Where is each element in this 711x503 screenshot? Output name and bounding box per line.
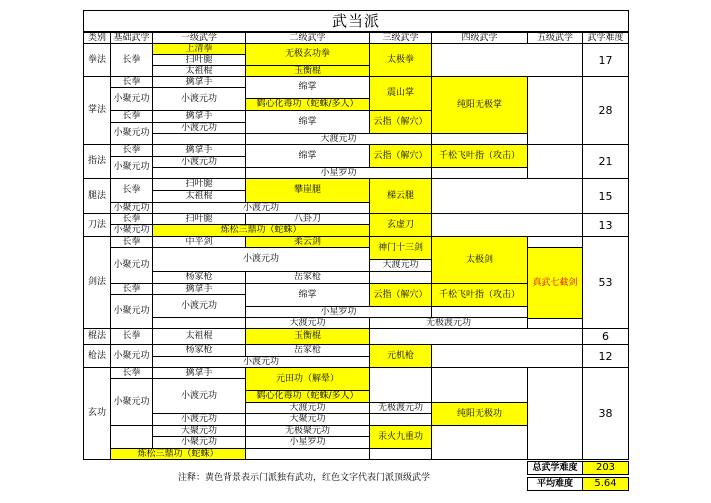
header-level1: 一级武学 <box>152 32 246 44</box>
basic-skill-cell: 长拳 <box>110 144 153 157</box>
skill-cell: 纯阳无极功 <box>431 402 528 426</box>
category-cell: 棍法 <box>83 328 111 345</box>
category-cell: 刀法 <box>83 213 111 237</box>
skill-cell: 擒拿手 <box>152 283 246 295</box>
skill-cell: 大渡元功 <box>369 259 432 272</box>
header-difficulty: 武学难度 <box>582 32 629 44</box>
header-level2: 二级武学 <box>245 32 370 44</box>
sheet-title: 武当派 <box>83 10 629 32</box>
basic-skill-cell: 大聚元功 <box>152 425 246 437</box>
skill-cell: 汞火九重功 <box>369 425 432 449</box>
skill-cell: 鹤心化毒功（蛇蛛/多人） <box>245 98 370 111</box>
skill-cell: 小星罗功 <box>245 167 432 179</box>
skill-cell: 玉衡棍 <box>245 328 370 345</box>
skill-cell: 小星罗功 <box>245 436 370 449</box>
skill-cell: 无极玄功拳 <box>245 43 370 66</box>
basic-skill-cell: 小聚元功 <box>110 87 153 111</box>
empty-cell <box>527 367 583 460</box>
basic-skill-cell: 小聚元功 <box>152 436 246 449</box>
skill-cell: 云指（解穴） <box>369 110 432 134</box>
category-cell: 剑法 <box>83 236 111 329</box>
basic-skill-cell: 小聚元功 <box>110 156 153 179</box>
skill-cell: 玉衡棍 <box>245 65 370 77</box>
basic-skill-cell: 小聚元功 <box>110 344 153 368</box>
skill-cell: 太祖棍 <box>152 190 246 203</box>
skill-cell: 元田功（解晕） <box>245 367 370 391</box>
difficulty-cell: 6 <box>582 328 629 345</box>
category-cell: 腿法 <box>83 178 111 214</box>
skill-cell: 千松飞叶指（攻击） <box>431 144 528 168</box>
header-level4: 四级武学 <box>431 32 528 44</box>
difficulty-cell: 21 <box>582 144 629 179</box>
skill-cell: 小渡元功 <box>152 202 370 214</box>
basic-skill-cell: 小聚元功 <box>110 294 153 329</box>
skill-cell: 无极聚元功 <box>245 425 370 437</box>
skill-cell: 大渡元功 <box>245 133 432 145</box>
skill-cell: 擒拿手 <box>152 367 246 379</box>
skill-cell: 无极渡元功 <box>369 402 432 414</box>
skill-cell: 扫叶腿 <box>152 54 246 66</box>
difficulty-cell: 28 <box>582 76 629 145</box>
skill-cell: 小渡元功 <box>152 378 246 414</box>
basic-skill-cell: 长拳 <box>110 367 153 379</box>
skill-cell: 小渡元功 <box>152 87 246 111</box>
empty-cell <box>245 448 370 460</box>
basic-skill-cell: 小聚元功 <box>110 247 153 284</box>
basic-skill-cell: 长拳 <box>110 213 153 225</box>
skill-cell: 梯云腿 <box>369 178 432 214</box>
skill-cell: 无极渡元功 <box>369 317 528 329</box>
skill-cell: 大渡元功 <box>245 317 370 329</box>
skill-cell: 大聚元功 <box>245 413 370 426</box>
basic-skill-cell: 小聚元功 <box>110 122 153 145</box>
category-cell: 掌法 <box>83 76 111 145</box>
skill-cell: 小渡元功 <box>152 294 246 318</box>
skill-cell: 扫叶腿 <box>152 213 246 225</box>
basic-skill-cell: 长拳 <box>110 43 153 77</box>
skill-cell: 玄虚刀 <box>369 213 432 237</box>
skill-cell: 绵掌 <box>245 283 370 307</box>
skill-cell: 岳家枪 <box>245 344 370 357</box>
footnote: 注释：黄色背景表示门派独有武功，红色文字代表门派顶级武学 <box>178 473 431 483</box>
difficulty-cell: 38 <box>582 367 629 460</box>
skill-cell: 鹤心化毒功（蛇蛛/多人） <box>245 390 370 403</box>
skill-cell: 小渡元功 <box>152 156 246 168</box>
skill-cell: 神门十三剑 <box>369 236 432 260</box>
skill-cell: 大渡元功 <box>245 402 370 414</box>
basic-skill-cell: 长拳 <box>110 236 153 248</box>
empty-cell <box>110 425 153 449</box>
basic-skill-cell: 长拳 <box>110 178 153 203</box>
skill-cell: 太祖棍 <box>152 328 246 345</box>
empty-cell <box>431 43 583 77</box>
header-basic: 基础武学 <box>110 32 153 44</box>
skill-cell: 小星罗功 <box>245 306 432 318</box>
skill-cell: 八卦刀 <box>245 213 370 225</box>
empty-cell <box>527 144 583 179</box>
empty-cell <box>431 213 583 237</box>
skill-cell: 擒拿手 <box>152 110 246 123</box>
skill-cell: 千松飞叶指（攻击） <box>431 283 528 307</box>
difficulty-cell: 12 <box>582 344 629 368</box>
basic-skill-cell: 长拳 <box>110 110 153 123</box>
empty-cell <box>369 448 432 460</box>
skill-cell: 攀崖腿 <box>245 178 370 203</box>
skill-cell: 小渡元功 <box>152 413 246 426</box>
skill-cell: 柔云剑 <box>245 236 370 248</box>
empty-cell <box>369 367 432 403</box>
category-cell: 拳法 <box>83 43 111 77</box>
skill-cell: 炼松三鼎功（蛇蛛） <box>152 224 370 237</box>
empty-cell <box>369 328 583 345</box>
skill-cell: 绵掌 <box>245 110 370 134</box>
difficulty-cell: 53 <box>582 236 629 329</box>
skill-cell: 震山掌 <box>369 76 432 111</box>
skill-cell: 太祖棍 <box>152 65 246 77</box>
category-cell: 玄功 <box>83 367 111 460</box>
skill-cell: 绵掌 <box>245 144 370 168</box>
basic-skill-cell: 长拳 <box>110 328 153 345</box>
skill-cell: 太极拳 <box>369 43 432 77</box>
skill-cell: 云指（解穴） <box>369 144 432 168</box>
skill-cell: 擒拿手 <box>152 76 246 88</box>
skill-cell: 炼松三鼎功（蛇蛛） <box>110 448 246 460</box>
skill-cell: 中平剑 <box>152 236 246 248</box>
skill-cell: 小渡元功 <box>152 356 370 368</box>
skill-cell: 杨家枪 <box>152 344 246 357</box>
basic-skill-cell: 小聚元功 <box>110 224 153 237</box>
basic-skill-cell: 小聚元功 <box>110 202 153 214</box>
header-level3: 三级武学 <box>369 32 432 44</box>
skill-cell: 擒拿手 <box>152 144 246 157</box>
skill-cell: 小渡元功 <box>152 122 246 134</box>
skill-cell: 岳家枪 <box>245 271 370 284</box>
header-category: 类别 <box>83 32 111 44</box>
skill-cell: 云指（解穴） <box>369 283 432 307</box>
skill-cell: 绵掌 <box>245 76 370 99</box>
skill-cell: 太极剑 <box>431 236 528 284</box>
basic-skill-cell: 长拳 <box>110 283 153 295</box>
skill-cell: 杨家枪 <box>152 271 246 284</box>
empty-cell <box>431 178 583 214</box>
empty-cell <box>527 76 583 145</box>
header-level5: 五级武学 <box>527 32 583 44</box>
basic-skill-cell: 长拳 <box>110 76 153 88</box>
total-difficulty-value: 203 <box>582 461 629 475</box>
difficulty-cell: 17 <box>582 43 629 77</box>
difficulty-cell: 13 <box>582 213 629 237</box>
skill-cell: 小渡元功 <box>152 247 370 272</box>
avg-difficulty-value: 5.64 <box>582 477 629 491</box>
skill-cell: 上清拳 <box>152 43 246 55</box>
basic-skill-cell: 小聚元功 <box>110 378 153 426</box>
skill-cell: 扫叶腿 <box>152 178 246 191</box>
total-difficulty-label: 总武学难度 <box>527 461 583 475</box>
empty-cell <box>431 344 583 368</box>
avg-difficulty-label: 平均难度 <box>527 477 583 491</box>
skill-cell: 纯阳无极掌 <box>431 76 528 134</box>
category-cell: 指法 <box>83 144 111 179</box>
difficulty-cell: 15 <box>582 178 629 214</box>
top-skill-cell: 真武七截剑 <box>527 247 583 319</box>
category-cell: 枪法 <box>83 344 111 368</box>
skill-cell: 元机枪 <box>369 344 432 368</box>
